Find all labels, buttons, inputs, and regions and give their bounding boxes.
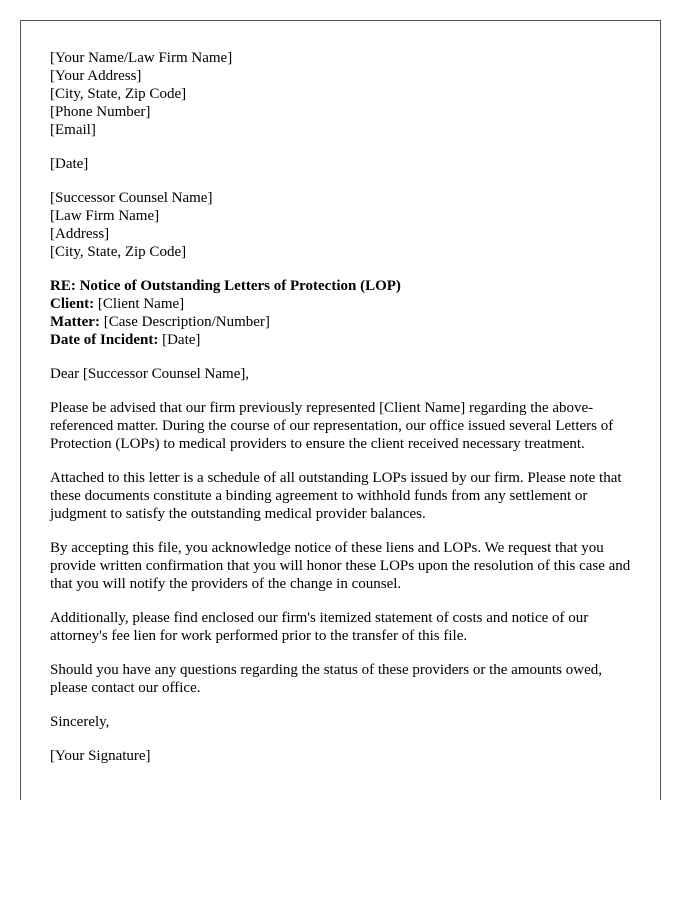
closing: Sincerely, <box>50 714 110 730</box>
re-client <box>50 295 640 313</box>
body-paragraph: Attached to this letter is a schedule of all outstanding LOPs issued by our firm. Please note that these documents constitute a binding agreement to withhold funds from any settlement or judgment to satisfy the outstanding medical provider balances. <box>50 470 622 522</box>
recipient-city: [City, State, Zip Code] <box>50 244 187 260</box>
body-paragraph: Additionally, please find enclosed our firm's itemized statement of costs and notice of our attorney's fee lien for work performed prior to the transfer of this file. <box>50 610 589 644</box>
re-matter <box>50 313 640 331</box>
body-paragraph: Should you have any questions regarding the status of these providers or the amounts owed, please contact our office. <box>50 662 602 696</box>
re-incident <box>50 331 640 349</box>
body-paragraph: Please be advised that our firm previously represented [Client Name] regarding the above-referenced matter. During the course of our representation, our office issued several Letters of Protection (LOPs) to medical providers to ensure the client received necessary treatment. <box>50 400 614 452</box>
recipient-block <box>50 189 640 261</box>
re-matter-label: Matter: <box>50 314 100 330</box>
re-matter-value: [Case Description/Number] <box>99 314 270 330</box>
re-incident-value: [Date] <box>158 332 201 348</box>
re-block <box>50 277 640 349</box>
sender-address: [Your Address] <box>50 68 142 84</box>
sender-name: [Your Name/Law Firm Name] <box>50 50 233 66</box>
sender-block <box>50 49 640 139</box>
recipient-address: [Address] <box>50 226 110 242</box>
letter-page <box>20 20 661 800</box>
signature: [Your Signature] <box>50 748 151 764</box>
body-paragraph: By accepting this file, you acknowledge notice of these liens and LOPs. We request that you provide written confirmation that you will honor these LOPs upon the resolution of this case and that you will notify the providers of the change in counsel. <box>50 540 631 592</box>
sender-email: [Email] <box>50 122 96 138</box>
re-client-value: [Client Name] <box>94 296 185 312</box>
sender-phone: [Phone Number] <box>50 104 151 120</box>
salutation: Dear [Successor Counsel Name], <box>50 366 250 382</box>
re-incident-label: Date of Incident: <box>50 332 159 348</box>
re-subject: RE: Notice of Outstanding Letters of Protection (LOP) <box>50 278 401 294</box>
sender-city: [City, State, Zip Code] <box>50 86 187 102</box>
recipient-firm: [Law Firm Name] <box>50 208 160 224</box>
recipient-name: [Successor Counsel Name] <box>50 190 213 206</box>
letter-date: [Date] <box>50 156 89 172</box>
date-block <box>50 155 640 173</box>
re-client-label: Client: <box>50 296 95 312</box>
letter-content <box>50 49 640 781</box>
